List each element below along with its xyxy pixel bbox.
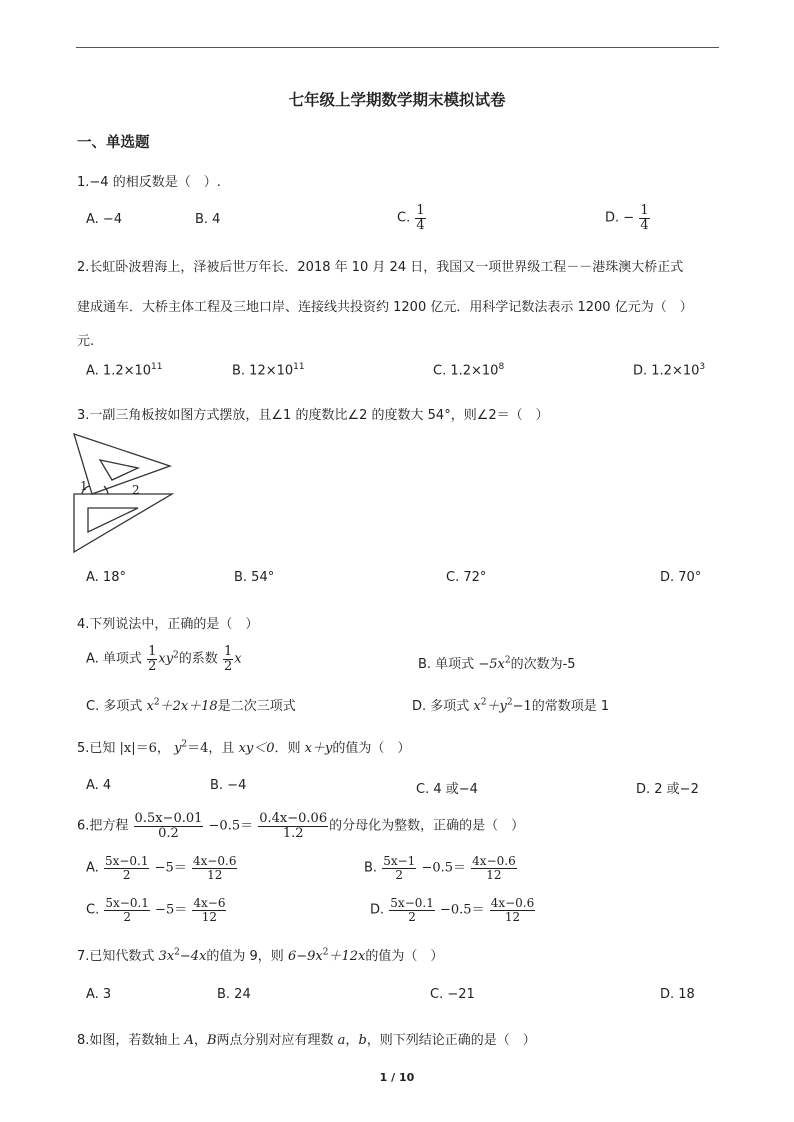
q6-stem-fraction1: $\frac{0.5x-0.01}{0.2}$ — [134, 811, 203, 841]
q1-d-fraction: $\frac{1}{4}$ — [640, 203, 649, 233]
q1-c-label: C. — [397, 210, 411, 226]
q2-option-c[interactable]: C. $1.2\times 10^8$ — [433, 362, 505, 379]
q1-option-a[interactable]: A. −4 — [86, 212, 123, 227]
q1-option-d[interactable] — [605, 204, 651, 232]
question-8-stem: 8.如图，若数轴上 A，B两点分别对应有理数 a，b，则下列结论正确的是（ ） — [77, 1033, 536, 1048]
q5-option-b[interactable]: B. −4 — [210, 778, 247, 793]
q3-option-d[interactable]: D. 70° — [660, 570, 702, 585]
question-1-stem: 1.−4 的相反数是（ ）. — [77, 175, 221, 190]
angle-2-label: 2 — [132, 483, 140, 497]
lower-triangle — [74, 494, 172, 552]
q2-option-b[interactable]: B. $12\times 10^{11}$ — [232, 362, 305, 379]
page-title: 七年级上学期数学期末模拟试卷 — [288, 91, 506, 109]
q5-option-c[interactable]: C. 4 或−4 — [416, 782, 478, 797]
q7-option-d[interactable]: D. 18 — [660, 987, 695, 1002]
question-6-stem: 6.把方程 $\frac{0.5x-0.01}{0.2}$ −0.5＝ $\frac{0.4x-0.06}{1.2}$ 的分母化为整数，正确的是（ ） — [77, 811, 525, 841]
header-rule — [76, 47, 719, 48]
q3-option-c[interactable]: C. 72° — [446, 570, 487, 585]
q4-a-fraction: $\frac{1}{2}$ — [148, 644, 157, 674]
q5-option-a[interactable]: A. 4 — [86, 778, 112, 793]
question-4-stem: 4.下列说法中，正确的是（ ） — [77, 617, 259, 632]
q2-option-a[interactable]: A. $1.2\times 10^{11}$ — [86, 362, 163, 379]
q6-option-d[interactable]: D. $\frac{5x-0.1}{2}$ −0.5＝ $\frac{4x-0.6}{12}$ — [370, 896, 535, 924]
q5-option-d[interactable]: D. 2 或−2 — [636, 782, 699, 797]
q7-option-a[interactable]: A. 3 — [86, 987, 112, 1002]
triangle-rulers-figure — [72, 432, 176, 556]
q6-option-b[interactable]: B. $\frac{5x-1}{2}$ −0.5＝ $\frac{4x-0.6}{12}$ — [364, 854, 516, 882]
upper-triangle-inner — [100, 460, 138, 480]
q6-option-c[interactable]: C. $\frac{5x-0.1}{2}$ −5＝ $\frac{4x-6}{12}$ — [86, 896, 226, 924]
question-7-stem: 7.已知代数式 $3x^2-4x$的值为 9，则 $6-9x^2+12x$的值为（ ） — [77, 947, 444, 964]
page-number: 1 / 10 — [379, 1071, 415, 1084]
q7-option-b[interactable]: B. 24 — [217, 987, 251, 1002]
question-5-stem: 5.已知 |x|＝6， $y^2=4$，且 xy＜0．则 x＋y的值为（ ） — [77, 739, 411, 756]
q4-a-fraction2: $\frac{1}{2}$ — [223, 644, 233, 674]
q7-option-c[interactable]: C. −21 — [430, 987, 475, 1002]
q3-option-a[interactable]: A. 18° — [86, 570, 126, 585]
question-2-line1: 2.长虹卧波碧海上，泽被后世万年长．2018 年 10 月 24 日，我国又一项世界级工程－－港珠澳大桥正式 — [77, 260, 684, 275]
q3-option-b[interactable]: B. 54° — [234, 570, 275, 585]
q1-option-c[interactable] — [397, 204, 427, 232]
question-2-line2: 建成通车．大桥主体工程及三地口岸、连接线共投资约 1200 亿元．用科学记数法表示 1200 亿元为（ ） — [77, 300, 693, 315]
question-2-line3: 元. — [77, 334, 95, 349]
question-3-stem: 3.一副三角板按如图方式摆放，且∠1 的度数比∠2 的度数大 54°，则∠2＝（ ） — [77, 408, 549, 423]
q1-option-b[interactable]: B. 4 — [195, 212, 221, 227]
q1-d-label: D. − — [605, 210, 635, 226]
angle-1-label: 1 — [80, 479, 88, 493]
q6-option-a[interactable]: A. $\frac{5x-0.1}{2}$ −5＝ $\frac{4x-0.6}{12}$ — [86, 854, 237, 882]
q6-stem-fraction2: $\frac{0.4x-0.06}{1.2}$ — [259, 811, 328, 841]
section-heading: 一、单选题 — [77, 135, 150, 151]
q4-option-d[interactable]: D. 多项式 $x^2+y^2-1$的常数项是 1 — [412, 697, 610, 714]
q4-option-a[interactable]: A. 单项式 $\frac{1}{2}$ $xy^2$的系数 $\frac{1}{2}$ x — [86, 644, 242, 674]
q1-c-fraction: $\frac{1}{4}$ — [416, 203, 425, 233]
q2-option-d[interactable]: D. $1.2\times 10^3$ — [633, 362, 706, 379]
q4-option-c[interactable]: C. 多项式 $x^2+2x+18$是二次三项式 — [86, 697, 296, 714]
q4-option-b[interactable]: B. 单项式 $-5x^2$的次数为-5 — [418, 655, 576, 672]
